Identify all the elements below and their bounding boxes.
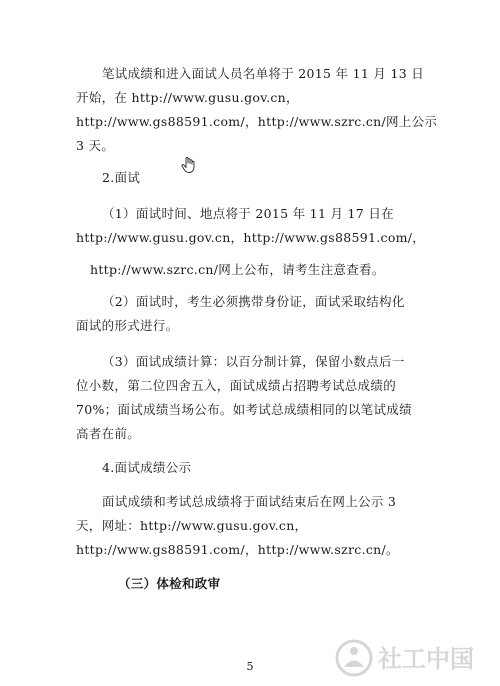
text-line: http://www.gusu.gov.cn，http://www.gs88591.com/， [76, 230, 426, 245]
text-line: 3 天。 [76, 138, 115, 153]
text-line: （1）面试时间、地点将于 2015 年 11 月 17 日在 [102, 206, 394, 221]
text-line: 天，网址：http://www.gusu.gov.cn， [76, 518, 308, 533]
text-line: （3）面试成绩计算：以百分制计算，保留小数点后一 [102, 354, 405, 369]
text-line: 位小数，第二位四舍五入，面试成绩占招聘考试总成绩的 [76, 378, 397, 393]
watermark-text: 社工中国 [378, 645, 474, 673]
page-number: 5 [246, 660, 254, 673]
text-line: http://www.gs88591.com/，http://www.szrc.cn/网上公示 [76, 114, 438, 129]
social-work-logo-icon [332, 636, 492, 680]
text-line: 面试成绩和考试总成绩将于面试结束后在网上公示 3 [102, 494, 397, 509]
text-line: http://www.szrc.cn/网上公布，请考生注意查看。 [90, 262, 385, 277]
text-line: 笔试成绩和进入面试人员名单将于 2015 年 11 月 13 日 [102, 66, 425, 81]
text-line: http://www.gs88591.com/，http://www.szrc.cn/。 [76, 542, 399, 557]
section-heading: 4.面试成绩公示 [102, 460, 192, 475]
text-line: 70%；面试成绩当场公布。如考试总成绩相同的以笔试成绩 [76, 402, 412, 417]
section-heading: 2.面试 [102, 170, 141, 185]
section-heading: （三）体检和政审 [118, 576, 221, 591]
text-line: 面试的形式进行。 [76, 318, 179, 333]
text-line: 开始，在 http://www.gusu.gov.cn， [76, 90, 299, 105]
hand-cursor-icon [180, 156, 196, 174]
text-line: （2）面试时，考生必须携带身份证，面试采取结构化 [102, 294, 405, 309]
text-line: 高者在前。 [76, 426, 141, 441]
